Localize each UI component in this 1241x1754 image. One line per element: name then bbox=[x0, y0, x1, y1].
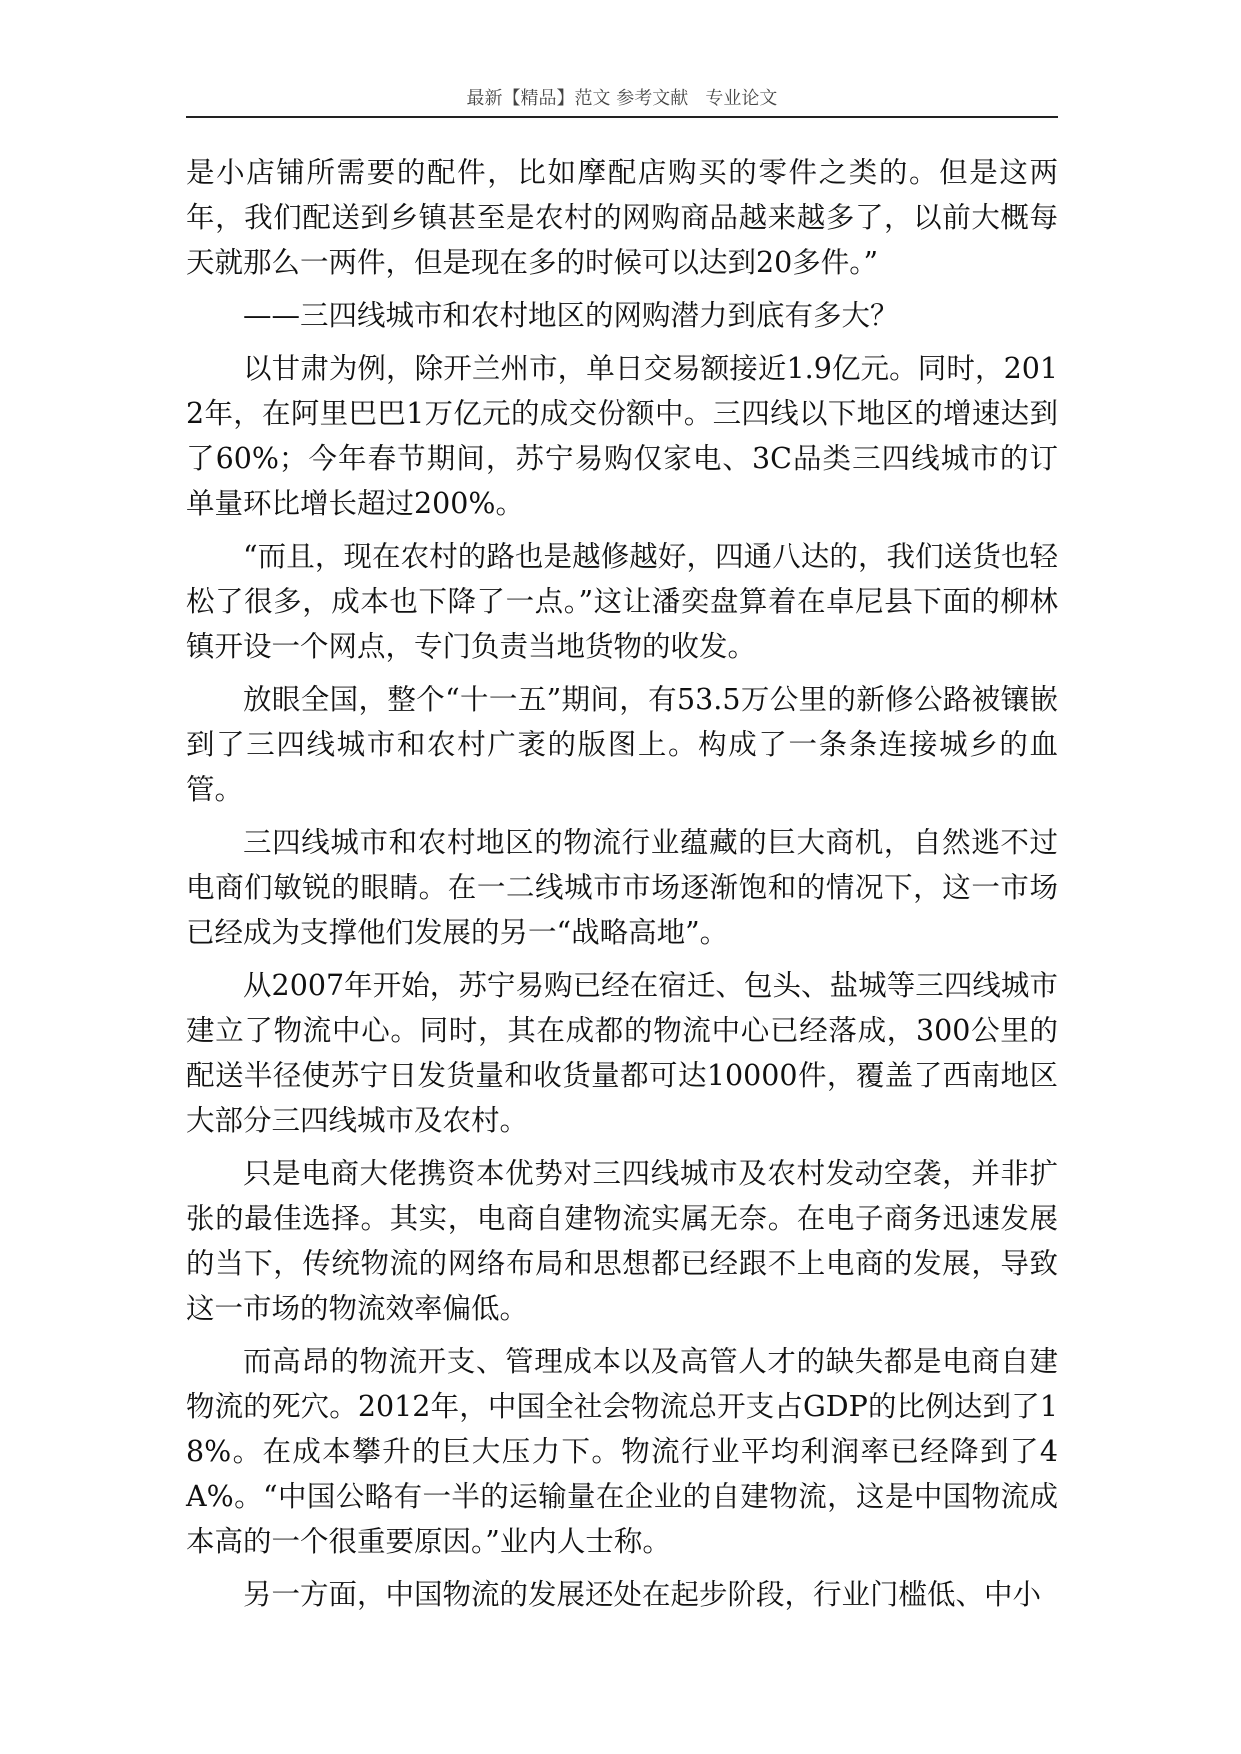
paragraph: 三四线城市和农村地区的物流行业蕴藏的巨大商机，自然逃不过电商们敏锐的眼睛。在一二线城市市场逐渐饱和的情况下，这一市场已经成为支撑他们发展的另一“战略高地”。 bbox=[186, 826, 1058, 949]
header-divider bbox=[186, 116, 1058, 118]
paragraph: “而且，现在农村的路也是越修越好，四通八达的，我们送货也轻松了很多，成本也下降了一点。”这让潘奕盘算着在卓尼县下面的柳林镇开设一个网点，专门负责当地货物的收发。 bbox=[186, 540, 1058, 663]
paragraph: 以甘肃为例，除开兰州市，单日交易额接近1.9亿元。同时，2012年，在阿里巴巴1万亿元的成交份额中。三四线以下地区的增速达到了60%；今年春节期间，苏宁易购仅家电、3C品类三四线城市的订单量环比增长超过200%。 bbox=[186, 352, 1058, 520]
paragraph: ——三四线城市和农村地区的网购潜力到底有多大？ bbox=[243, 299, 899, 332]
paragraph: 放眼全国，整个“十一五”期间，有53.5万公里的新修公路被镶嵌到了三四线城市和农村广袤的版图上。构成了一条条连接城乡的血管。 bbox=[186, 683, 1058, 806]
page-header: 最新【精品】范文 参考文献 专业论文 bbox=[466, 88, 778, 109]
paragraph: 另一方面，中国物流的发展还处在起步阶段，行业门槛低、中小 bbox=[243, 1578, 1042, 1611]
paragraph: 是小店铺所需要的配件，比如摩配店购买的零件之类的。但是这两年，我们配送到乡镇甚至是农村的网购商品越来越多了，以前大概每天就那么一两件，但是现在多的时候可以达到20多件。” bbox=[186, 156, 1058, 279]
paragraph: 从2007年开始，苏宁易购已经在宿迁、包头、盐城等三四线城市建立了物流中心。同时，其在成都的物流中心已经落成，300公里的配送半径使苏宁日发货量和收货量都可达10000件，覆盖了西南地区大部分三四线城市及农村。 bbox=[186, 969, 1058, 1137]
article-body bbox=[186, 150, 1058, 1625]
paragraph: 只是电商大佬携资本优势对三四线城市及农村发动空袭，并非扩张的最佳选择。其实，电商自建物流实属无奈。在电子商务迅速发展的当下，传统物流的网络布局和思想都已经跟不上电商的发展，导致这一市场的物流效率偏低。 bbox=[186, 1157, 1058, 1325]
paragraph: 而高昂的物流开支、管理成本以及高管人才的缺失都是电商自建物流的死穴。2012年，中国全社会物流总开支占GDP的比例达到了18%。在成本攀升的巨大压力下。物流行业平均利润率已经降到了4A%。“中国公略有一半的运输量在企业的自建物流，这是中国物流成本高的一个很重要原因。”业内人士称。 bbox=[186, 1345, 1058, 1558]
